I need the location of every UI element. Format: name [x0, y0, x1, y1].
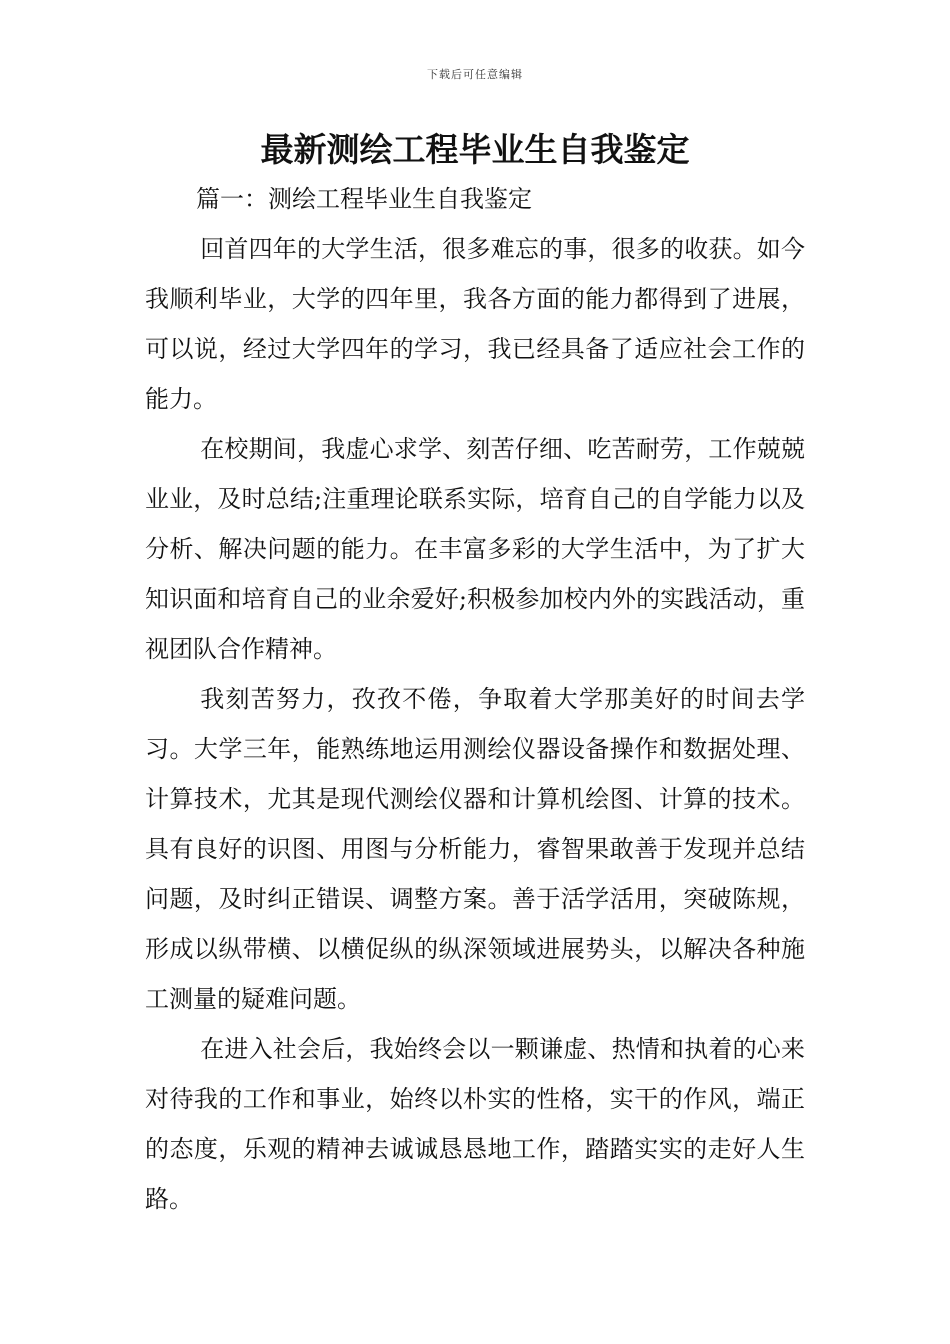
- document-title: 最新测绘工程毕业生自我鉴定: [260, 130, 690, 169]
- paragraph: 在进入社会后，我始终会以一颗谦虚、热情和执着的心来对待我的工作和事业，始终以朴实的性格，实干的作风，端正的态度，乐观的精神去诚诚恳恳地工作，踏踏实实的走好人生路。: [145, 1035, 805, 1213]
- paragraph: 我刻苦努力，孜孜不倦，争取着大学那美好的时间去学习。大学三年，能熟练地运用测绘仪器设备操作和数据处理、计算技术，尤其是现代测绘仪器和计算机绘图、计算的技术。具有良好的识图、用图与分析能力，睿智果敢善于发现并总结问题，及时纠正错误、调整方案。善于活学活用，突破陈规，形成以纵带横、以横促纵的纵深领域进展势头，以解决各种施工测量的疑难问题。: [145, 685, 805, 1013]
- paragraph: 回首四年的大学生活，很多难忘的事，很多的收获。如今我顺利毕业，大学的四年里，我各方面的能力都得到了进展，可以说，经过大学四年的学习，我已经具备了适应社会工作的能力。: [145, 235, 805, 413]
- header-note: 下载后可任意编辑: [427, 68, 523, 81]
- document-body: [145, 224, 805, 1224]
- section-heading: 篇一：测绘工程毕业生自我鉴定: [196, 185, 532, 213]
- paragraph: 在校期间，我虚心求学、刻苦仔细、吃苦耐劳，工作兢兢业业，及时总结;注重理论联系实际，培育自己的自学能力以及分析、解决问题的能力。在丰富多彩的大学生活中，为了扩大知识面和培育自己的业余爱好;积极参加校内外的实践活动，重视团队合作精神。: [145, 435, 805, 663]
